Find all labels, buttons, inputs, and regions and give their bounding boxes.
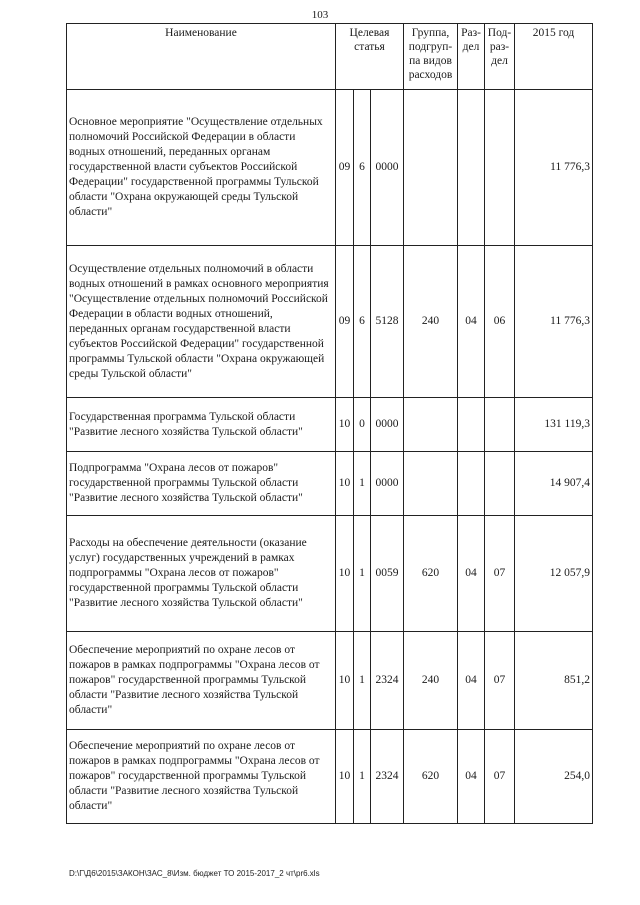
expense-group (404, 452, 458, 516)
expense-group: 620 (404, 730, 458, 824)
target-code-subprogram: 1 (354, 516, 371, 632)
header-row (67, 24, 593, 90)
subsection-code (485, 398, 515, 452)
page-number: 103 (311, 9, 329, 21)
target-code-subprogram: 1 (354, 452, 371, 516)
row-name: Государственная программа Тульской области "Развитие лесного хозяйства Тульской области" (67, 398, 336, 452)
subsection-code: 07 (485, 730, 515, 824)
header-target: Целевая статья (336, 24, 404, 90)
row-name: Основное мероприятие "Осуществление отдельных полномочий Российской Федерации в области водных отношений, переданных органам государственной власти субъектов Российской Федерации" государственной программы Тульской области "Охрана окружающей среды Тульской области" (67, 90, 336, 246)
subsection-code: 07 (485, 516, 515, 632)
target-code-subprogram: 6 (354, 90, 371, 246)
target-code-subprogram: 1 (354, 730, 371, 824)
expense-group: 240 (404, 632, 458, 730)
header-group: Группа, подгруп-па видов расходов (404, 24, 458, 90)
subsection-code: 06 (485, 246, 515, 398)
target-code-subprogram: 1 (354, 632, 371, 730)
target-code-program: 10 (336, 452, 354, 516)
target-code-subprogram: 0 (354, 398, 371, 452)
target-code-direction: 0059 (371, 516, 404, 632)
section-code (458, 398, 485, 452)
expense-group (404, 398, 458, 452)
row-name: Подпрограмма "Охрана лесов от пожаров" государственной программы Тульской области "Развитие лесного хозяйства Тульской области" (67, 452, 336, 516)
target-code-subprogram: 6 (354, 246, 371, 398)
amount-2015: 11 776,3 (515, 246, 593, 398)
amount-2015: 851,2 (515, 632, 593, 730)
table-row (67, 730, 593, 824)
target-code-program: 10 (336, 516, 354, 632)
table-row (67, 246, 593, 398)
table-row (67, 398, 593, 452)
row-name: Расходы на обеспечение деятельности (оказание услуг) государственных учреждений в рамках подпрограммы "Охрана лесов от пожаров" государственной программы Тульской области "Развитие лесного хозяйства Тульской области" (67, 516, 336, 632)
amount-2015: 11 776,3 (515, 90, 593, 246)
row-name: Осуществление отдельных полномочий в области водных отношений в рамках основного мероприятия "Осуществление отдельных полномочий Российской Федерации в области водных отношений, переданных органам государственной власти субъектов Российской Федерации" государственной программы Тульской области "Охрана окружающей среды Тульской области" (67, 246, 336, 398)
section-code: 04 (458, 632, 485, 730)
subsection-code (485, 452, 515, 516)
target-code-direction: 2324 (371, 730, 404, 824)
subsection-code (485, 90, 515, 246)
expense-group (404, 90, 458, 246)
target-code-direction: 0000 (371, 90, 404, 246)
expense-group: 240 (404, 246, 458, 398)
target-code-program: 10 (336, 398, 354, 452)
header-subsection: Под-раз-дел (485, 24, 515, 90)
amount-2015: 254,0 (515, 730, 593, 824)
target-code-direction: 2324 (371, 632, 404, 730)
target-code-direction: 0000 (371, 452, 404, 516)
section-code (458, 90, 485, 246)
section-code: 04 (458, 516, 485, 632)
section-code: 04 (458, 246, 485, 398)
table-row (67, 632, 593, 730)
target-code-direction: 5128 (371, 246, 404, 398)
target-code-program: 10 (336, 632, 354, 730)
target-code-program: 09 (336, 90, 354, 246)
expense-group: 620 (404, 516, 458, 632)
row-name: Обеспечение мероприятий по охране лесов от пожаров в рамках подпрограммы "Охрана лесов от пожаров" государственной программы Тульской области "Развитие лесного хозяйства Тульской области" (67, 632, 336, 730)
section-code: 04 (458, 730, 485, 824)
amount-2015: 14 907,4 (515, 452, 593, 516)
budget-table (66, 23, 593, 824)
footer-file-path: D:\Г\Д6\2015\ЗАКОН\ЗАС_8\Изм. бюджет ТО 2015-2017_2 чт\pr6.xls (69, 869, 320, 878)
target-code-program: 09 (336, 246, 354, 398)
amount-2015: 131 119,3 (515, 398, 593, 452)
amount-2015: 12 057,9 (515, 516, 593, 632)
target-code-direction: 0000 (371, 398, 404, 452)
table-row (67, 90, 593, 246)
row-name: Обеспечение мероприятий по охране лесов от пожаров в рамках подпрограммы "Охрана лесов от пожаров" государственной программы Тульской области "Развитие лесного хозяйства Тульской области" (67, 730, 336, 824)
target-code-program: 10 (336, 730, 354, 824)
section-code (458, 452, 485, 516)
header-section: Раз-дел (458, 24, 485, 90)
table-row (67, 516, 593, 632)
header-name: Наименование (67, 24, 336, 90)
table-row (67, 452, 593, 516)
header-year: 2015 год (515, 24, 593, 90)
subsection-code: 07 (485, 632, 515, 730)
